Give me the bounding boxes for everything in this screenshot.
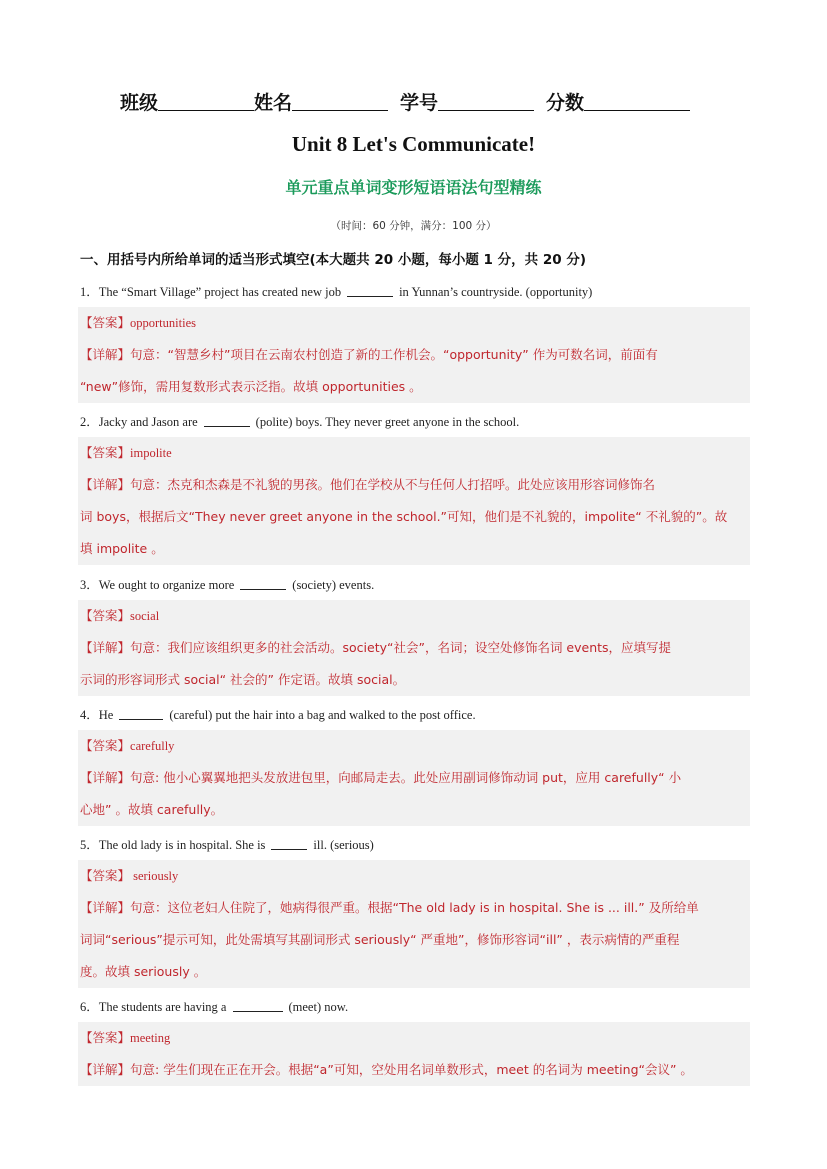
detail-row: 示词的形容词形式 social“ 社会的” 作定语。故填 social。 (80, 672, 406, 687)
answer-blank[interactable] (240, 577, 286, 590)
answer-box-1 (78, 307, 750, 403)
detail-row: 【详解】句意: 他小心翼翼地把头发放进包里，向邮局走去。此处应用副词修饰动词 put，应用 carefully“ 小 (80, 770, 682, 785)
timing-note: （时间：60 分钟，满分：100 分） (330, 220, 497, 232)
detail-row: 词词“serious”提示可知，此处需填写其副词形式 seriously“ 严重地”，修饰形容词“ill” ，表示病情的严重程 (80, 932, 680, 947)
score-blank[interactable] (584, 92, 690, 111)
answer-row: 【答案】carefully (80, 738, 175, 753)
detail-row: 度。故填 seriously 。 (80, 964, 207, 979)
question-2: 2．Jacky and Jason are (polite) boys. They never greet anyone in the school. (80, 415, 520, 429)
section-heading: 一、用括号内所给单词的适当形式填空(本大题共 20 小题，每小题 1 分，共 20 分) (80, 252, 587, 268)
answer-blank[interactable] (119, 707, 163, 720)
detail-row: 填 impolite 。 (80, 541, 164, 556)
answer-box-6 (78, 1022, 750, 1086)
detail-row: 【详解】句意：我们应该组织更多的社会活动。society“社会”，名词；设空处修饰名词 events，应填写提 (80, 640, 672, 655)
question-3: 3．We ought to organize more (society) events. (80, 578, 375, 592)
question-1: 1．The “Smart Village” project has created new job in Yunnan’s countryside. (opportunity) (80, 285, 593, 299)
answer-row: 【答案】impolite (80, 445, 172, 460)
class-blank[interactable] (158, 92, 254, 111)
answer-box-2 (78, 437, 750, 565)
id-label: 学号 (400, 92, 439, 114)
answer-row: 【答案】opportunities (80, 315, 196, 330)
detail-row: 【详解】句意: 学生们现在正在开会。根据“a”可知，空处用名词单数形式，meet 的名词为 meeting“会议” 。 (80, 1062, 693, 1077)
name-blank[interactable] (292, 92, 388, 111)
id-blank[interactable] (438, 92, 534, 111)
detail-row: 【详解】句意：“智慧乡村”项目在云南农村创造了新的工作机会。“opportunity” 作为可数名词，前面有 (80, 347, 658, 362)
detail-row: 词 boys，根据后文“They never greet anyone in the school.”可知，他们是不礼貌的，impolite“ 不礼貌的”。故 (80, 509, 728, 524)
student-info-line (120, 88, 720, 115)
answer-blank[interactable] (204, 414, 250, 427)
detail-row: 心地” 。故填 carefully。 (80, 802, 224, 817)
answer-row: 【答案】social (80, 608, 160, 623)
answer-row: 【答案】meeting (80, 1030, 171, 1045)
detail-row: 【详解】句意：这位老妇人住院了，她病得很严重。根据“The old lady is in hospital. She is ... ill.” 及所给单 (80, 900, 699, 915)
class-label: 班级 (120, 92, 159, 114)
answer-row: 【答案】 seriously (80, 868, 179, 883)
detail-row: “new”修饰，需用复数形式表示泛指。故填 opportunities 。 (80, 379, 422, 394)
score-label: 分数 (546, 92, 585, 114)
detail-row: 【详解】句意：杰克和杰森是不礼貌的男孩。他们在学校从不与任何人打招呼。此处应该用形容词修饰名 (80, 477, 656, 492)
answer-blank[interactable] (271, 837, 307, 850)
page-title: Unit 8 Let's Communicate! (291, 132, 536, 156)
page-subtitle: 单元重点单词变形短语语法句型精练 (285, 178, 542, 197)
question-6: 6．The students are having a (meet) now. (80, 1000, 349, 1014)
answer-box-5 (78, 860, 750, 988)
answer-blank[interactable] (347, 284, 393, 297)
name-label: 姓名 (254, 92, 293, 114)
answer-blank[interactable] (233, 999, 283, 1012)
answer-box-3 (78, 600, 750, 696)
answer-box-4 (78, 730, 750, 826)
question-4: 4．He (careful) put the hair into a bag and walked to the post office. (80, 708, 476, 722)
question-5: 5．The old lady is in hospital. She is ill. (serious) (80, 838, 374, 852)
